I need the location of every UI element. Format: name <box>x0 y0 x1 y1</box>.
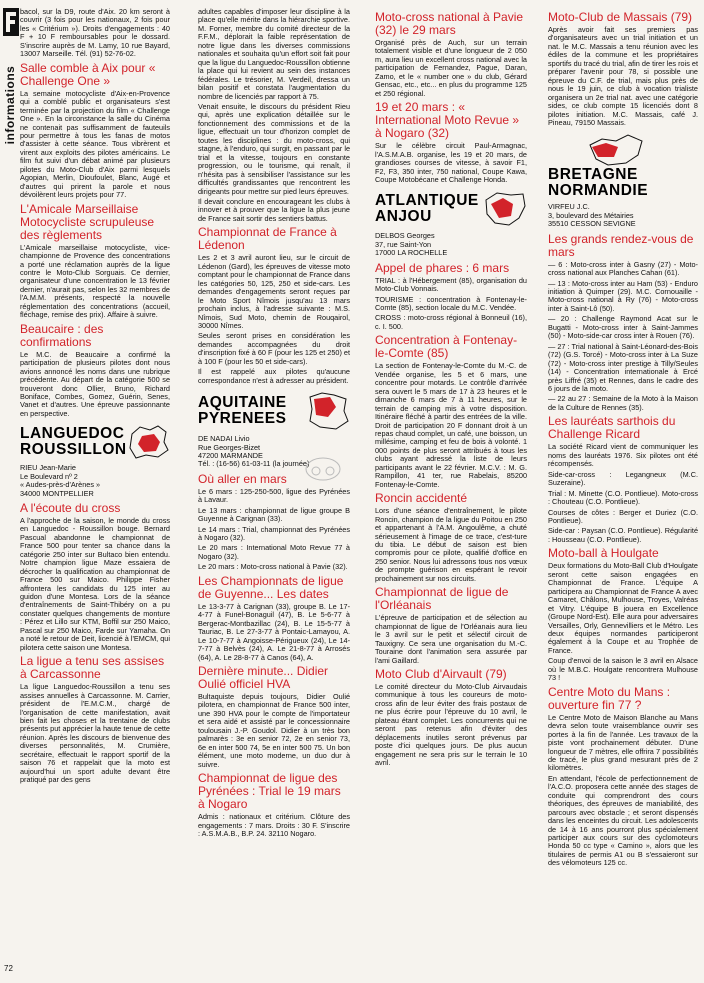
article-text: Le M.C. de Beaucaire a confirmé la participation de plusieurs pilotes dont nous avions annoncé les noms dans une rubrique précédente. Au départ de la catégorie 500 se trouveront donc Ollier, Bruno, Richard Boniface, Combes, Gomez, Guérin, Senes, Vanet et d'autres. Une épreuve passionnante en perspective. <box>20 349 170 418</box>
list-item: CROSS : moto-cross régional à Bonneuil (16), c. I. 500. <box>375 313 527 331</box>
headline-derniere-minute: Dernière minute... Didier Oulié officiel HVA <box>198 664 329 691</box>
contact-line: 37, rue Saint-Yon <box>375 239 432 249</box>
article-text: Deux formations du Moto-Ball Club d'Houlgate seront cette saison engagées en Championnat de France. L'équipe A participera au Championnat de France A avec Camaret, Châlons, Mulhouse, Troyes, Valréas et Vitry. L'équipe B jouera en Excellence (Groupe Nord-Est). Elle aura pour adversaires Versailles, Orly, Gennevilliers et le Métro. Les deux équipes normandes participeront également à la Coupe et au Trophée de France. <box>548 561 698 655</box>
headline-trial-nogaro: Championnat de ligue des Pyrénées : Trial le 19 mars à Nogaro <box>198 771 341 812</box>
region-title: LANGUEDOC ROUSSILLON <box>20 425 127 459</box>
article-text: Après avoir fait ses premiers pas d'organisateurs avec un trial initiation et un nat. le M.C. Massais a tenu réunion avec les édiles de la commune et les propriétaires sportifs du tracé du trial, afin de tirer les rois et préparer l'avenir pour 78, si possible une épreuve du C.F. de trial, mais plus près de nous le 19 juin, ce club à vocation trialiste organisera un 2e trial nat. avec une catégorie sides, ce club compte 15 licenciés dont 8 pilotes initiation. M.C. Massais, café J. Pineau, 79150 Massais. <box>548 25 698 127</box>
list-item: — 20 : Challenge Raymond Acat sur le Bugatti - Moto-cross inter à Saint-Jammes (50) - Moto-side-car cross inter à Rouen (76). <box>548 314 698 341</box>
headline-championnats-guyenne: Les Championnats de ligue de Guyenne... Les dates <box>198 573 344 601</box>
headline-salle-comble: Salle comble à Aix pour « Challenge One » <box>20 60 156 88</box>
contact-line: Tél. : (16-56) 61-03-11 (la journée) <box>198 459 310 469</box>
list-item: — 13 : Moto-cross inter au Ham (53) - Enduro initiation à Quimper (29). M.C. Cornouaille - Moto-cross national à Ry (76) - Moto-cross inter à Saint-Lô (50). <box>548 278 698 313</box>
headline-international-moto-revue: 19 et 20 mars : « International Moto Revue » à Nogaro (32) <box>375 100 520 141</box>
list-item: — 6 : Moto-cross inter à Gasny (27) - Moto-cross national aux Planches Cahan (61). <box>548 259 698 278</box>
regional-contact <box>20 464 170 498</box>
contact-line: Le Boulevard nº 2 <box>20 471 78 481</box>
contact-name: DELBOS Georges <box>375 231 435 241</box>
headline-massais: Moto-Club de Massais (79) <box>548 10 693 24</box>
section-label: informations <box>3 65 17 145</box>
region-title: ATLANTIQUE ANJOU <box>375 192 479 226</box>
column-1 <box>20 8 170 787</box>
headline-centre-moto-mans: Centre Moto du Mans : ouverture fin 77 ? <box>548 684 671 712</box>
region-map-icon <box>306 391 350 431</box>
headline-ligue-carcassonne: La ligue a tenu ses assises à Carcassonne <box>20 654 165 682</box>
region-map-icon <box>483 190 527 228</box>
headline-concentration-fontenay: Concentration à Fontenay-le-Comte (85) <box>375 333 518 361</box>
article-text: Le Centre Moto de Maison Blanche au Mans devra selon toute vraisemblance ouvrir ses portes à la fin de l'année. Les travaux de la piste vont prochainement débuter. D'une longueur de 7 mètres, elle offrira 7 possibilités de tracé, le plus grand mesurant près de 2 kilomètres. <box>548 712 698 773</box>
contact-line: 35510 CESSON SEVIGNE <box>548 219 636 229</box>
headline-championnat-ledenon: Championnat de France à Lédenon <box>198 225 337 253</box>
contact-name: VIRFEU J.C. <box>548 202 590 212</box>
headline-moto-ball: Moto-ball à Houlgate <box>548 546 659 561</box>
headline-laureats-sarthois: Les lauréats sarthois du Challenge Ricard <box>548 414 676 442</box>
article-text: Bultaquiste depuis toujours, Didier Oulié pilotera, en championnat de France 500 inter, une 390 HVA pour le compte de l'importateur et sera aidé et assisté par le concessionnaire toulousain J.-P. Goudol. Didier à un très bon palmarès : 3e en senior 72, 2e en senior 73, 6e en inter 500 74, 5e en inter 500 75. Un bon élément, une moto moderne, un duo dur à suivre. <box>198 692 350 769</box>
regional-contact <box>548 203 698 228</box>
list-item: — 22 au 27 : Semaine de la Moto à la Maison de la Culture de Rennes (35). <box>548 394 698 412</box>
article-text: Admis : nationaux et critérium. Clôture des engagements : 7 mars. Droits : 30 F. S'inscrire : A.S.M.A.B., B.P. 24. 32110 Nogaro. <box>198 812 350 838</box>
article-text: Lors d'une séance d'entraînement, le pilote Roncin, champion de la ligue du Poitou en 250 et appartenant à l'A.M. Angoulême, a chuté sérieusement à l'image de ce trace, c'est-ture du tibia. Le début de saison est bien compromis pour ce pilote, qualifié d'office en 250 senior. Nous lui adressons tous nos vœux de prompte guérison en espérant le revoir prochainement sur nos circuits. <box>375 506 527 583</box>
list-item: Side-car-cross : Legangneux (M.C. Suzeraine). <box>548 469 698 488</box>
list-item: Le 13 mars : championnat de ligue groupe B Guyenne à Carignan (33). <box>198 505 350 524</box>
headline-orleanais: Championnat de ligue de l'Orléanais <box>375 585 509 613</box>
article-text: Le comité directeur du Moto-Club Airvaudais communique à tous les coureurs de moto-cross afin de leur éviter des frais postaux de ne plus écrire pour l'épreuve du 10 avril, le plateau étant complet. Les concurrents qui ne seront pas retenus afin d'éviter des déplacements inutiles seront prévenus par poste d'ici quelques jours. De plus aucun engagement ne sera pris sur le terrain le 10 avril. <box>375 681 527 768</box>
informations-emblem <box>3 8 19 36</box>
region-banner-bretagne <box>548 133 698 199</box>
regional-contact <box>375 232 527 257</box>
article-text: Il est rappelé aux pilotes qu'aucune correspondance n'est à adresser au président. <box>198 367 350 385</box>
headline-amicale-marseillaise: L'Amicale Marseillaise Motocycliste scrupuleuse des règlements <box>20 201 155 242</box>
region-map-icon <box>128 424 170 460</box>
article-text: Organisé près de Auch, sur un terrain totalement visible et d'une longueur de 2 050 m, aura lieu un excellent cross national avec la participation de Fernandez, Pague, Daran, Zamo, et le « number one » du club, Gérard Gensac, etc., etc... en plus du programme 125 et 250 régional. <box>375 38 527 98</box>
headline-ecoute-cross: A l'écoute du cross <box>20 500 121 515</box>
headline-appel-phares: Appel de phares : 6 mars <box>375 260 510 275</box>
article-text: La société Ricard vient de communiquer les noms des lauréats 1976. Six pilotes ont été récompensés. <box>548 442 698 469</box>
article-text: Venait ensuite, le discours du président Rieu qui, après une explication détaillée sur le fonctionnement des commissions et de la ligue, effectuait un tour d'horizon complet de toutes les disciplines : du moto-cross, qui stagne, à l'enduro, qui surgit, en passant par le trial et la vitesse, toujours en constante progression, ou le tourisme, qui renaît, il n'hésita pas à sensibiliser l'assistance sur les difficultés grandissantes que rencontrent les dirigeants pour mettre sur pied leurs épreuves. <box>198 101 350 196</box>
headline-pavie: Moto-cross national à Pavie (32) le 29 mars <box>375 10 524 37</box>
list-item: TOURISME : concentration à Fontenay-le-Comte (85), section locale du M.C. Vendée. <box>375 294 527 313</box>
article-text: La section de Fontenay-le-Comte du M.-C. de Vendée organise, les 5 et 6 mars, une concentre pour motards. Le contrôle d'arrivée sera ouvert le 5 mars de 17 à 23 heures et le dimanche 6 mars de 7 à 11 heures, sur le terrain de camping mis à votre disposition. Itinéraire fléché à partir des entrées de la ville. Droit de participation 20 F donnant droit à un repas chaud complet, un café, une boisson, un millésime, camping et feu de bois à volonté. 1 000 points de plus seront attribués à tous les clubs ayant adressé la liste de leurs participants avant le 22 février. M.C.V. : M. G. Rampillon, 41 ter, rue Rabelais, 85200 Fontenay-le-Comte. <box>375 361 527 489</box>
region-map-icon <box>588 133 644 167</box>
headline-roncin: Roncin accidenté <box>375 491 468 506</box>
list-item: — 27 : Trial national à Saint-Léonard-des-Bois (72) (G.S. Torcé) - Moto-cross inter à La Suze (72) - Moto-cross inter prestige à Tilly/Seules (14) - Concentration internationale à Ercé près Liffré (35) et Rennes, dans le cadre des 6 jours de la moto. <box>548 341 698 393</box>
headline-grands-rendez-vous: Les grands rendez-vous de mars <box>548 231 694 259</box>
article-text: L'Amicale marseillaise motocycliste, vice-championne de Provence des concentrations a porté une réclamation auprès de la ligue contre le Moto-Club Sorguais. Ce dernier, organisateur d'une concentration le 13 février dernier, n'aurait pas, selon les 32 membres de l'A.M.M. présents, respecté la nouvelle réglementation des concentrations (accueil, fléchage, remise des prix). Affaire à suivre. <box>20 242 170 320</box>
moto-logo-icon <box>305 457 341 481</box>
contact-name: RIEU Jean-Marie <box>20 463 76 473</box>
list-item: Le 6 mars : 125-250-500, ligue des Pyrénées à Lavaur. <box>198 486 350 505</box>
article-text: La ligue Languedoc-Roussillon a tenu ses assises annuelles à Carcassonne. M. Carrier, président de l'E.M.C.M., chargé de l'organisation de cette manifestation, avait bien fait les choses et la trentaine de clubs présents put apprécier la haute tenue de cette réunion. Après les discours de bienvenue des diverses personnalités, M. Crumière, secrétaire, effectuait le rapport sportif de la saison 76 et rappelait que la moto est aujourd'hui un sport adulte devant être pratiqué par des gens <box>20 682 170 785</box>
article-text: Les 2 et 3 avril auront lieu, sur le circuit de Lédenon (Gard), les épreuves de vitesse moto comptant pour le championnat de France dans les catégories 50, 125, 250 et side-cars. Les demandes d'engagements seront reçues par le Moto Sport Nîmois jusqu'au 13 mars prochain inclus, à l'adresse suivante : M.S. Nîmois, Sud Moto, chemin de Rouqairol, 30000 Nîmes. <box>198 253 350 330</box>
list-item: Le 14 mars : Trial, championnat des Pyrénées à Nogaro (32). <box>198 524 350 543</box>
region-title: AQUITAINE PYRENEES <box>198 394 287 428</box>
column-4 <box>548 8 698 870</box>
article-text: Le 13-3-77 à Carignan (33), groupe B. Le 17-4-77 à Funel-Bonaguil (47), B. Le 5-6-77 à Bergerac-Montbazillac (24), B. Le 15-5-77 à Tauriac, B. Le 27-3-77 à Pontaic-Lamayou, A. Le 10-7-77 à Angoisse-Périgueux (24), Le 14-7-77 à Belvès (24), A. Le 21-8-77 à Arrosés (64), A. Le 28-8-77 à Canos (64), A. <box>198 601 350 662</box>
page-number: 72 <box>4 964 13 973</box>
article-text: L'épreuve de participation et de sélection au championnat de ligue de l'Orléanais aura lieu le 3 avril sur le petit et sélectif circuit de Tauxigny. Ce sera une organisation du M.-C. Touraine dont l'animation sera assurée par l'ami Gaillard. <box>375 613 527 665</box>
article-text: Il devait conclure en encourageant les clubs à innover et à prouver que la ligue la plus jeune de France sait sortir des sentiers battus. <box>198 196 350 223</box>
article-text: La semaine motocycliste d'Aix-en-Provence qui a comblé public et organisateurs s'est terminée par la projection du film « Challenge One ». En la circonstance la salle du Cinéma ne contenait pas suffisamment de fauteuils pour permettre à tous les fanas de motos d'assister à cette séance. Tous vibrèrent et virent aux exploits des pilotes américains. Le film fut suivi d'un débat animé par plusieurs pilotes du Moto-Club d'Aix parmi lesquels Agopian, Merlin, Dioufoulet, Blanc, Augé et d'autres qui prirent la parole et nous dévoilèrent leurs projets pour 77. <box>20 88 170 200</box>
list-item: Courses de côtes : Berger et Duriez (C.O. Pontlieue). <box>548 507 698 525</box>
article-intro: bacol, sur la D9, route d'Aix. 20 km seront à couvrir (3 fois pour les nationaux, 2 fois pour les « Critérium »). Droits d'engagements : 40 F + 10 F remboursables pour le dossard. S'inscrire auprès de M. Lamy, 10 rue Bayard, 13007 Marseille. Tél. (91) 52-76-02. <box>20 7 170 59</box>
contact-line: Rue Georges-Bizet <box>198 442 261 452</box>
headline-ou-aller: Où aller en mars <box>198 471 287 486</box>
contact-line: 47200 MARMANDE <box>198 450 263 460</box>
article-text: Seules seront prises en considération les demandes accompagnées du droit d'inscription fixé à 60 F (pour les 125 et 250) et à 100 F (pour les 50 et side-cars). <box>198 331 350 366</box>
article-text: En attendant, l'école de perfectionnement de l'A.C.O. proposera cette année des stages de conduite qui comprendront des cours théoriques, des épreuves de maniabilité, des parcours avec obstacle ; et seront dispensés dans les enceintes du circuit. Les adolescents de 14 à 16 ans pourront plus spécialement participer aux cours sur des cyclomoteurs Honda 50 cc type « Camino », alors que les titulaires de permis A1 ou B s'essaieront sur des vélomoteurs 125 cc. <box>548 773 698 868</box>
column-3 <box>375 8 527 770</box>
list-item: Le 20 mars : International Moto Revue 77 à Nogaro (32). <box>198 543 350 561</box>
headline-airvault: Moto Club d'Airvault (79) <box>375 666 507 681</box>
article-text: A l'approche de la saison, le monde du cross en Languedoc - Roussillon bouge. Bernard Pascual abandonne le championnat de France 500 pour tenter sa chance dans la catégorie 250 inter sur Bultaco bien entendu. Notre champion ligue Maze essaiera de décrocher la qualification au championnat de France 500 sur Maico. Philippe Fisher affrontera les candidats du 125 inter au guidon d'une Montesa. Lors de la séance d'entraînements de Saint-Thibéry on a pu constater quelques changements de monture : Pérez et Lillo sur KTM, Boffil sur 250 Maico, Pascal sur 250 Maico, Farde sur Yamaha. On a noté le retour de Deit, licencié à l'EMCM, qui pilotera cette saison une Montesa. <box>20 515 170 652</box>
contact-line: 3, boulevard des Métairies <box>548 210 634 220</box>
region-banner-languedoc <box>20 424 170 460</box>
article-text: Sur le célèbre circuit Paul-Armagnac, l'A.S.M.A.B. organise, les 19 et 20 mars, de grandioses courses de vitesse, à savoir F1, F2, F3, 350 inter, 750 national, Coupe Kawa, Coupe Motobécane et Challenge Honda. <box>375 141 527 184</box>
contact-name: DE NADAI Livio <box>198 434 250 444</box>
column-2 <box>198 8 350 840</box>
list-item: Le 20 mars : Moto-cross national à Pavie (32). <box>198 562 348 572</box>
article-text: Coup d'envoi de la saison le 3 avril en Alsace où le M.B.C. Houlgate rencontrera Mulhouse 73 ! <box>548 656 698 683</box>
list-item: TRIAL : à l'Hébergement (85), organisation du Moto-Club Vonnais. <box>375 275 527 294</box>
contact-line: 34000 MONTPELLIER <box>20 488 94 498</box>
list-item: Side-car : Paysan (C.O. Pontlieue). Régularité : Housseau (C.O. Pontlieue). <box>548 526 698 544</box>
region-banner-aquitaine <box>198 391 350 431</box>
contact-line: « Audes-près-d'Arènes » <box>20 480 101 490</box>
list-item: Trial : M. Minette (C.O. Pontlieue). Moto-cross : Chouteau (C.O. Pontlieue). <box>548 488 698 507</box>
region-banner-atlantique <box>375 190 527 228</box>
contact-line: 17000 LA ROCHELLE <box>375 248 448 258</box>
headline-beaucaire: Beaucaire : des confirmations <box>20 321 104 349</box>
region-title: BRETAGNE NORMANDIE <box>548 166 649 200</box>
article-text: adultes capables d'imposer leur discipline à la place qu'elle mérite dans la hiérarchie sportive. M. Forner, membre du comité directeur de la F.F.M., déplorait la faible représentation de notre ligue dans les diverses commissions nationales et souhaita qu'un effort soit fait pour que la ligue du Languedoc-Roussillon obtienne la place qui lui revient au sein des instances fédérales. Le trésorier, M. Verdeil, dressa un bilan positif et constata l'augmentation du nombre de licenciés par rapport à 75. <box>198 7 350 101</box>
